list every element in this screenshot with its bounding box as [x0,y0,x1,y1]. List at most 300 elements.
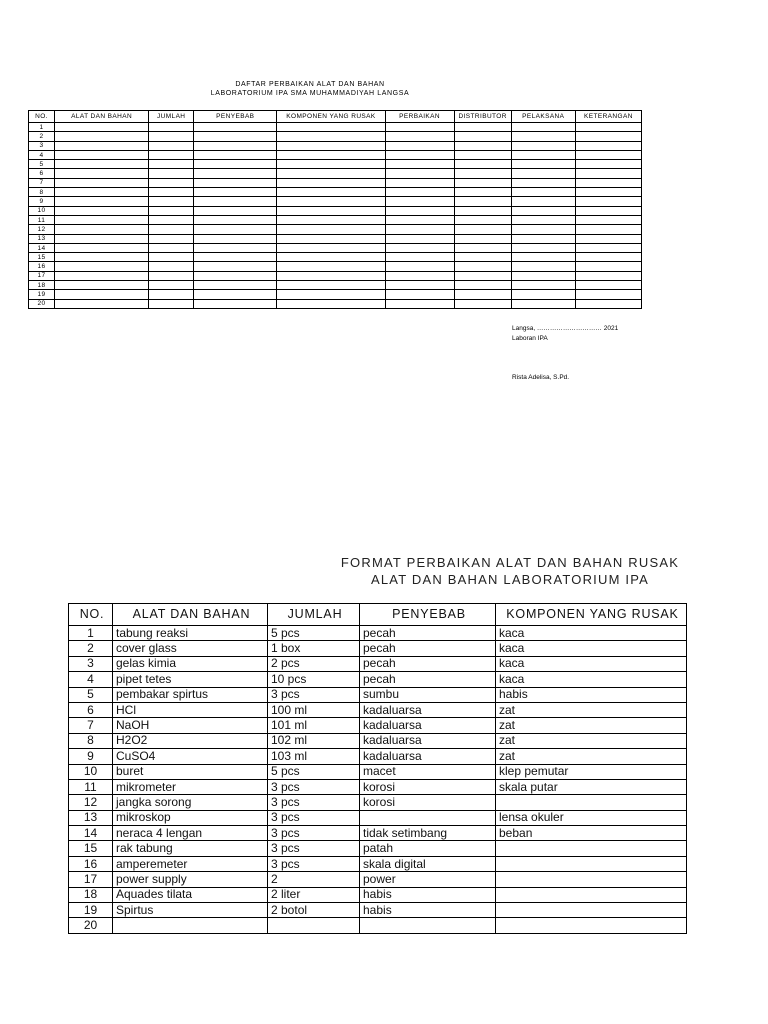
empty-cell [277,234,385,243]
empty-cell [511,160,575,169]
form1-subtitle: LABORATORIUM IPA SMA MUHAMMADIYAH LANGSA [210,90,410,97]
column-header: JUMLAH [149,111,194,123]
damaged-items-table [68,603,687,934]
empty-cell [511,197,575,206]
table-row [29,160,642,169]
damaged-component: habis [496,687,687,702]
empty-cell [511,281,575,290]
empty-cell [385,206,454,215]
empty-cell [575,215,641,224]
empty-cell [277,206,385,215]
empty-cell [149,132,194,141]
empty-cell [575,169,641,178]
empty-cell [385,150,454,159]
item-name: amperemeter [113,856,268,871]
column-header: PERBAIKAN [385,111,454,123]
empty-cell [277,188,385,197]
damaged-component: lensa okuler [496,810,687,825]
empty-cell [55,225,149,234]
table-row [69,856,687,871]
empty-cell [511,178,575,187]
empty-cell [149,188,194,197]
empty-cell [277,160,385,169]
table-row [69,810,687,825]
row-number: 17 [69,872,113,887]
quantity: 5 pcs [268,764,360,779]
empty-cell [575,206,641,215]
row-number: 5 [69,687,113,702]
damaged-component [496,887,687,902]
damaged-component: zat [496,749,687,764]
empty-cell [277,271,385,280]
empty-cell [511,271,575,280]
empty-cell [55,178,149,187]
cause: korosi [360,779,496,794]
repair-list-header [29,111,642,123]
empty-cell [149,178,194,187]
table-row [69,918,687,933]
row-number: 18 [29,281,55,290]
empty-cell [194,188,277,197]
damaged-component: kaca [496,626,687,641]
quantity: 2 [268,872,360,887]
table-row [29,169,642,178]
cause: pecah [360,656,496,671]
row-number: 16 [69,856,113,871]
item-name: gelas kimia [113,656,268,671]
quantity: 2 botol [268,903,360,918]
item-name: cover glass [113,641,268,656]
column-header: NO. [29,111,55,123]
empty-cell [575,299,641,308]
empty-cell [454,206,511,215]
empty-cell [385,188,454,197]
empty-cell [454,123,511,132]
empty-cell [385,225,454,234]
row-number: 2 [29,132,55,141]
row-number: 2 [69,641,113,656]
cause: habis [360,903,496,918]
repair-list-table [28,110,642,309]
table-row [69,779,687,794]
cause: kadaluarsa [360,749,496,764]
empty-cell [277,141,385,150]
damaged-component [496,872,687,887]
empty-cell [511,234,575,243]
row-number: 1 [29,123,55,132]
empty-cell [55,132,149,141]
empty-cell [149,243,194,252]
row-number: 20 [69,918,113,933]
empty-cell [55,243,149,252]
empty-cell [575,253,641,262]
item-name: power supply [113,872,268,887]
table-row [69,872,687,887]
damaged-component [496,903,687,918]
empty-cell [194,225,277,234]
quantity: 3 pcs [268,856,360,871]
quantity: 3 pcs [268,841,360,856]
empty-cell [55,262,149,271]
damaged-component [496,841,687,856]
row-number: 3 [69,656,113,671]
row-number: 13 [69,810,113,825]
column-header: PELAKSANA [511,111,575,123]
empty-cell [385,262,454,271]
row-number: 11 [29,215,55,224]
empty-cell [55,271,149,280]
empty-cell [385,299,454,308]
empty-cell [55,197,149,206]
empty-cell [454,188,511,197]
row-number: 15 [29,253,55,262]
damaged-component: skala putar [496,779,687,794]
empty-cell [511,169,575,178]
empty-cell [55,290,149,299]
empty-cell [454,271,511,280]
empty-cell [277,178,385,187]
cause [360,918,496,933]
table-row [69,841,687,856]
column-header: JUMLAH [268,604,360,626]
column-header: ALAT DAN BAHAN [55,111,149,123]
empty-cell [454,299,511,308]
damaged-component: klep pemutar [496,764,687,779]
empty-cell [194,160,277,169]
item-name: pembakar spirtus [113,687,268,702]
empty-cell [575,141,641,150]
empty-cell [454,197,511,206]
empty-cell [149,141,194,150]
column-header: ALAT DAN BAHAN [113,604,268,626]
table-row [29,188,642,197]
form2-title: FORMAT PERBAIKAN ALAT DAN BAHAN RUSAK [340,555,680,570]
signature-role: Laboran IPA [512,335,548,342]
quantity: 3 pcs [268,810,360,825]
empty-cell [194,197,277,206]
empty-cell [149,234,194,243]
damaged-items-header [69,604,687,626]
empty-cell [149,123,194,132]
table-row [69,887,687,902]
empty-cell [55,160,149,169]
empty-cell [194,234,277,243]
damaged-component [496,856,687,871]
damaged-component: zat [496,702,687,717]
column-header: PENYEBAB [194,111,277,123]
empty-cell [385,169,454,178]
cause: kadaluarsa [360,702,496,717]
empty-cell [575,225,641,234]
empty-cell [575,160,641,169]
empty-cell [385,281,454,290]
empty-cell [575,150,641,159]
cause: kadaluarsa [360,733,496,748]
empty-cell [277,123,385,132]
table-row [29,234,642,243]
table-row [29,225,642,234]
column-header: NO. [69,604,113,626]
cause: power [360,872,496,887]
empty-cell [454,253,511,262]
item-name: neraca 4 lengan [113,826,268,841]
row-number: 4 [29,150,55,159]
empty-cell [454,160,511,169]
row-number: 8 [69,733,113,748]
signature-date: Langsa, ………………………… 2021 [512,325,619,332]
table-row [29,141,642,150]
row-number: 3 [29,141,55,150]
table-row [29,253,642,262]
column-header: KOMPONEN YANG RUSAK [496,604,687,626]
empty-cell [385,215,454,224]
empty-cell [385,253,454,262]
empty-cell [454,132,511,141]
cause [360,810,496,825]
row-number: 11 [69,779,113,794]
table-row [69,733,687,748]
quantity: 3 pcs [268,826,360,841]
empty-cell [55,281,149,290]
item-name: rak tabung [113,841,268,856]
item-name: NaOH [113,718,268,733]
row-number: 18 [69,887,113,902]
row-number: 4 [69,672,113,687]
empty-cell [454,178,511,187]
empty-cell [511,150,575,159]
empty-cell [55,215,149,224]
empty-cell [194,299,277,308]
table-row [29,299,642,308]
empty-cell [277,225,385,234]
row-number: 1 [69,626,113,641]
empty-cell [575,123,641,132]
empty-cell [55,169,149,178]
empty-cell [277,197,385,206]
empty-cell [194,253,277,262]
empty-cell [149,262,194,271]
damaged-component: zat [496,733,687,748]
empty-cell [511,253,575,262]
damaged-component: kaca [496,641,687,656]
empty-cell [194,271,277,280]
empty-cell [149,225,194,234]
item-name: Aquades tilata [113,887,268,902]
empty-cell [194,123,277,132]
quantity: 3 pcs [268,687,360,702]
empty-cell [385,290,454,299]
empty-cell [511,123,575,132]
empty-cell [385,123,454,132]
empty-cell [511,243,575,252]
cause: sumbu [360,687,496,702]
empty-cell [149,290,194,299]
empty-cell [575,234,641,243]
row-number: 15 [69,841,113,856]
empty-cell [55,123,149,132]
empty-cell [385,197,454,206]
empty-cell [194,150,277,159]
table-row [69,672,687,687]
empty-cell [149,271,194,280]
empty-cell [385,271,454,280]
row-number: 14 [29,243,55,252]
item-name: Spirtus [113,903,268,918]
empty-cell [454,262,511,271]
empty-cell [194,262,277,271]
empty-cell [454,290,511,299]
empty-cell [277,169,385,178]
table-row [69,641,687,656]
cause: skala digital [360,856,496,871]
row-number: 19 [69,903,113,918]
damaged-component: zat [496,718,687,733]
empty-cell [575,281,641,290]
quantity: 102 ml [268,733,360,748]
row-number: 16 [29,262,55,271]
empty-cell [575,290,641,299]
signature-name: Rista Adelisa, S.Pd. [512,374,570,381]
quantity [268,918,360,933]
empty-cell [194,178,277,187]
empty-cell [385,160,454,169]
empty-cell [454,225,511,234]
cause: habis [360,887,496,902]
empty-cell [575,178,641,187]
cause: kadaluarsa [360,718,496,733]
item-name: CuSO4 [113,749,268,764]
empty-cell [149,160,194,169]
row-number: 12 [69,795,113,810]
empty-cell [575,243,641,252]
empty-cell [277,281,385,290]
empty-cell [55,206,149,215]
empty-cell [149,169,194,178]
table-row [69,764,687,779]
damaged-component: kaca [496,656,687,671]
table-row [29,206,642,215]
empty-cell [277,132,385,141]
table-row [69,749,687,764]
empty-cell [277,215,385,224]
cause: pecah [360,626,496,641]
row-number: 6 [29,169,55,178]
empty-cell [194,290,277,299]
item-name: H2O2 [113,733,268,748]
damaged-component: beban [496,826,687,841]
quantity: 10 pcs [268,672,360,687]
empty-cell [511,299,575,308]
empty-cell [575,197,641,206]
empty-cell [575,188,641,197]
row-number: 7 [29,178,55,187]
empty-cell [575,132,641,141]
item-name: tabung reaksi [113,626,268,641]
row-number: 9 [29,197,55,206]
table-row [29,243,642,252]
empty-cell [149,281,194,290]
column-header: DISTRIBUTOR [454,111,511,123]
table-row [69,718,687,733]
empty-cell [55,299,149,308]
empty-cell [194,141,277,150]
empty-cell [149,299,194,308]
quantity: 100 ml [268,702,360,717]
empty-cell [149,206,194,215]
empty-cell [511,141,575,150]
cause: pecah [360,672,496,687]
empty-cell [277,150,385,159]
empty-cell [194,206,277,215]
table-row [29,290,642,299]
table-row [29,178,642,187]
form1-title: DAFTAR PERBAIKAN ALAT DAN BAHAN [235,81,385,88]
empty-cell [511,206,575,215]
cause: tidak setimbang [360,826,496,841]
empty-cell [454,243,511,252]
empty-cell [55,188,149,197]
row-number: 9 [69,749,113,764]
empty-cell [194,243,277,252]
row-number: 7 [69,718,113,733]
empty-cell [194,215,277,224]
empty-cell [55,141,149,150]
empty-cell [385,132,454,141]
table-row [29,150,642,159]
empty-cell [385,243,454,252]
cause: macet [360,764,496,779]
row-number: 8 [29,188,55,197]
table-row [29,262,642,271]
column-header: KETERANGAN [575,111,641,123]
empty-cell [277,253,385,262]
column-header: KOMPONEN YANG RUSAK [277,111,385,123]
quantity: 103 ml [268,749,360,764]
table-row [29,271,642,280]
empty-cell [454,141,511,150]
quantity: 2 pcs [268,656,360,671]
damaged-items-body [69,626,687,934]
empty-cell [149,253,194,262]
table-row [29,123,642,132]
empty-cell [575,271,641,280]
row-number: 6 [69,702,113,717]
cause: patah [360,841,496,856]
item-name: mikrometer [113,779,268,794]
table-row [69,903,687,918]
empty-cell [277,262,385,271]
quantity: 1 box [268,641,360,656]
table-row [69,795,687,810]
quantity: 101 ml [268,718,360,733]
row-number: 13 [29,234,55,243]
quantity: 2 liter [268,887,360,902]
empty-cell [511,188,575,197]
empty-cell [511,225,575,234]
table-row [69,656,687,671]
item-name: buret [113,764,268,779]
repair-list-body [29,123,642,309]
empty-cell [194,169,277,178]
empty-cell [55,234,149,243]
row-number: 5 [29,160,55,169]
item-name: mikroskop [113,810,268,825]
damaged-component: kaca [496,672,687,687]
table-row [69,826,687,841]
row-number: 20 [29,299,55,308]
quantity: 3 pcs [268,795,360,810]
empty-cell [511,215,575,224]
